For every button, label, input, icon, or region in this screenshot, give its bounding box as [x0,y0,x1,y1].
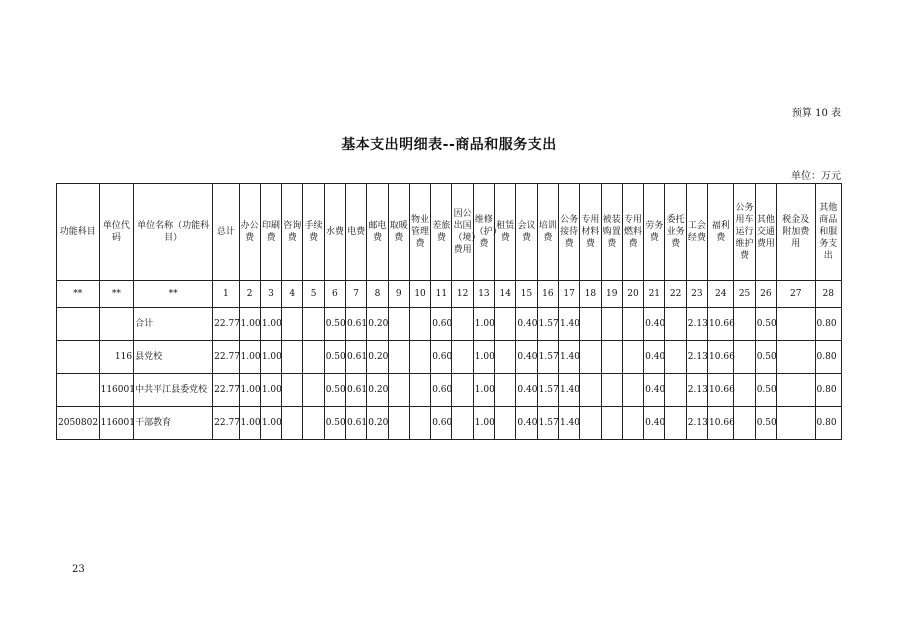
column-number: 18 [580,281,601,308]
column-header: 咨询费 [282,184,303,281]
table-cell [734,374,755,407]
expenditure-table [56,183,842,440]
table-cell: 2.13 [686,308,707,341]
table-cell: 干部教育 [134,407,213,440]
column-number: 17 [558,281,579,308]
column-header: 专用燃料费 [622,184,643,281]
page-number: 23 [72,564,85,575]
table-cell: 1.00 [473,374,494,407]
table-cell: 1.00 [473,308,494,341]
table-cell: 1.57 [537,374,558,407]
column-header: 差旅费 [431,184,452,281]
table-cell: 1.40 [558,374,579,407]
column-header: 单位名称（功能科目） [134,184,213,281]
table-cell [282,407,303,440]
column-number: 28 [815,281,841,308]
column-header: 福利费 [708,184,734,281]
table-cell: 1.00 [260,308,281,341]
table-cell: 0.61 [346,308,367,341]
table-cell: 0.80 [815,341,841,374]
column-header: 邮电费 [367,184,388,281]
table-cell [452,308,473,341]
table-cell [57,341,100,374]
document-label: 预算 10 表 [791,108,841,119]
table-cell: 1.00 [473,341,494,374]
table-cell: 0.50 [755,308,776,341]
column-header: 委托业务费 [665,184,686,281]
column-number: 23 [686,281,707,308]
column-header: 其他商品和服务支出 [815,184,841,281]
table-cell: 0.80 [815,374,841,407]
table-cell [409,308,430,341]
column-number: 3 [260,281,281,308]
table-cell: 1.00 [260,374,281,407]
column-header: 专用材料费 [580,184,601,281]
table-cell: 1.00 [473,407,494,440]
table-cell: 0.20 [367,341,388,374]
table-cell [452,341,473,374]
table-cell [388,308,409,341]
column-header: 工会经费 [686,184,707,281]
table-body [57,308,842,440]
table-row [57,407,842,440]
table-cell: 2.13 [686,407,707,440]
column-header: 公务接待费 [558,184,579,281]
column-number: 1 [213,281,239,308]
column-number: 9 [388,281,409,308]
column-number: 15 [516,281,537,308]
table-cell: 10.66 [708,407,734,440]
header-row [57,184,842,281]
table-cell [601,308,622,341]
table-cell: 1.00 [239,407,260,440]
column-number-row [57,281,842,308]
table-cell [57,308,100,341]
column-header: 取暖费 [388,184,409,281]
table-cell [388,374,409,407]
column-header: 劳务费 [644,184,665,281]
table-cell: 0.61 [346,374,367,407]
table-cell: 1.57 [537,341,558,374]
table-cell: 22.77 [213,407,239,440]
column-number: 16 [537,281,558,308]
table-cell: 0.40 [644,374,665,407]
table-cell [57,374,100,407]
table-cell: 1.00 [239,308,260,341]
table-cell: 2.13 [686,374,707,407]
column-header: 单位代码 [99,184,133,281]
column-number: 25 [734,281,755,308]
column-number: 10 [409,281,430,308]
table-cell: 2050802 [57,407,100,440]
table-cell: 0.50 [324,341,345,374]
column-number: 24 [708,281,734,308]
table-cell: 0.80 [815,407,841,440]
column-header: 被装购置费 [601,184,622,281]
column-header: 维修（护）费 [473,184,494,281]
table-cell [777,374,816,407]
table-cell: 合计 [134,308,213,341]
table-cell [601,407,622,440]
table-cell [622,407,643,440]
column-number: 12 [452,281,473,308]
table-cell: 0.61 [346,341,367,374]
table-cell: 10.66 [708,308,734,341]
table-cell [622,374,643,407]
column-header: 会议费 [516,184,537,281]
table-cell: 22.77 [213,374,239,407]
column-header: 电费 [346,184,367,281]
table-cell [665,341,686,374]
table-cell [409,374,430,407]
column-number: ** [57,281,100,308]
table-cell: 0.60 [431,341,452,374]
table-cell: 0.50 [755,374,776,407]
table-cell [665,374,686,407]
column-number: 2 [239,281,260,308]
table-cell: 116001 [99,374,133,407]
table-row [57,374,842,407]
table-cell [580,407,601,440]
column-number: 11 [431,281,452,308]
table-row [57,308,842,341]
table-cell [622,341,643,374]
table-row [57,341,842,374]
table-cell [303,308,324,341]
table-cell: 0.50 [324,374,345,407]
table-cell [580,341,601,374]
column-header: 印刷费 [260,184,281,281]
table-cell [388,407,409,440]
table-cell [665,308,686,341]
column-number: ** [134,281,213,308]
table-cell [734,407,755,440]
table-cell: 0.20 [367,407,388,440]
table-cell: 1.40 [558,308,579,341]
table-cell: 10.66 [708,341,734,374]
column-number: 7 [346,281,367,308]
table-cell: 0.40 [516,407,537,440]
table-cell [99,308,133,341]
column-header: 物业管理费 [409,184,430,281]
table-cell: 0.50 [755,341,776,374]
table-cell: 22.77 [213,308,239,341]
table-cell: 10.66 [708,374,734,407]
table-cell: 116 [99,341,133,374]
table-cell [622,308,643,341]
table-cell [734,341,755,374]
column-number: 4 [282,281,303,308]
table-cell [282,341,303,374]
table-cell: 0.40 [644,341,665,374]
table-cell: 0.40 [644,407,665,440]
table-cell [580,374,601,407]
table-cell [452,374,473,407]
table-cell [601,341,622,374]
table-cell: 1.00 [239,374,260,407]
table-cell: 0.50 [755,407,776,440]
table-cell [580,308,601,341]
table-cell: 0.50 [324,407,345,440]
table-cell [303,341,324,374]
table-cell: 0.40 [644,308,665,341]
table-cell: 1.00 [239,341,260,374]
column-header: 其他交通费用 [755,184,776,281]
table-cell: 0.20 [367,374,388,407]
table-cell [665,407,686,440]
table-cell: 116001 [99,407,133,440]
table-cell [495,341,516,374]
table-cell: 1.40 [558,341,579,374]
table-cell: 2.13 [686,341,707,374]
table-cell [734,308,755,341]
table-cell [601,374,622,407]
column-header: 办公费 [239,184,260,281]
table-cell [777,407,816,440]
column-number: 26 [755,281,776,308]
table-cell: 22.77 [213,341,239,374]
column-header: 手续费 [303,184,324,281]
column-number: 13 [473,281,494,308]
column-header: 公务用车运行维护费 [734,184,755,281]
column-number: 8 [367,281,388,308]
table-cell: 1.57 [537,407,558,440]
table-cell [777,341,816,374]
table-cell: 0.20 [367,308,388,341]
table-cell [452,407,473,440]
table-cell [409,341,430,374]
column-number: 20 [622,281,643,308]
table-cell [303,374,324,407]
table-cell: 0.60 [431,374,452,407]
column-header: 水费 [324,184,345,281]
table-cell [282,374,303,407]
table-cell: 0.40 [516,341,537,374]
column-number: 6 [324,281,345,308]
page-title: 基本支出明细表--商品和服务支出 [341,137,557,153]
table-cell [388,341,409,374]
table-cell: 0.80 [815,308,841,341]
table-cell: 0.40 [516,308,537,341]
table-cell: 县党校 [134,341,213,374]
table-cell: 1.57 [537,308,558,341]
table-cell: 中共平江县委党校 [134,374,213,407]
column-header: 税金及附加费用 [777,184,816,281]
column-header: 租赁费 [495,184,516,281]
table-cell: 0.60 [431,407,452,440]
table-cell: 1.40 [558,407,579,440]
table-cell [495,374,516,407]
column-number: 14 [495,281,516,308]
column-header: 功能科目 [57,184,100,281]
column-number: 22 [665,281,686,308]
column-number: 21 [644,281,665,308]
table-cell: 0.50 [324,308,345,341]
column-header: 总计 [213,184,239,281]
column-number: 19 [601,281,622,308]
table-cell [409,407,430,440]
table-cell [495,407,516,440]
table-cell [495,308,516,341]
table-cell: 0.40 [516,374,537,407]
table-cell: 0.60 [431,308,452,341]
table-cell [777,308,816,341]
column-header: 培训费 [537,184,558,281]
table-cell [282,308,303,341]
table-cell [303,407,324,440]
column-header: 因公出国（境）费用 [452,184,473,281]
table-cell: 0.61 [346,407,367,440]
column-number: 27 [777,281,816,308]
column-number: 5 [303,281,324,308]
unit-label: 单位：万元 [791,171,841,182]
column-number: ** [99,281,133,308]
table-cell: 1.00 [260,341,281,374]
table-cell: 1.00 [260,407,281,440]
